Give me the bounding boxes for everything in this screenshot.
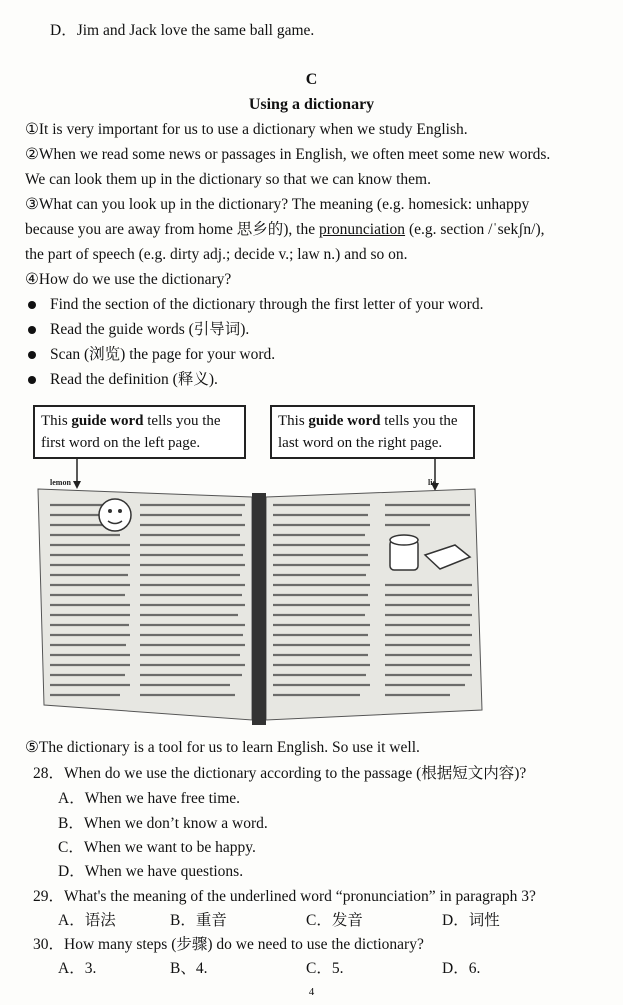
passage-title: Using a dictionary	[248, 96, 375, 113]
q28-option-b: B．When we don’t know a word.	[58, 815, 268, 832]
paragraph-4: ④How do we use the dictionary?	[25, 271, 232, 288]
q30-option-a: A．3.	[58, 960, 97, 977]
page-number: 4	[308, 986, 315, 998]
question-30: 30．How many steps (步骤) do we need to use the dictionary?	[33, 936, 424, 953]
section-letter: C	[305, 71, 318, 88]
bullet-dot	[28, 376, 36, 384]
q30-option-b: B、4.	[170, 960, 208, 977]
bullet-step-2: Read the guide words (引导词).	[50, 321, 250, 338]
paragraph-1: ①It is very important for us to use a dictionary when we study English.	[25, 121, 468, 138]
q28-option-d: D．When we have questions.	[58, 863, 244, 880]
paragraph-3-line-1: ③What can you look up in the dictionary? The meaning (e.g. homesick: unhappy	[25, 196, 530, 213]
q29-option-a: A．语法	[58, 912, 116, 929]
question-29: 29．What's the meaning of the underlined word “pronunciation” in paragraph 3?	[33, 888, 536, 905]
callout-right: This guide word tells you the last word on the right page.	[270, 405, 475, 459]
previous-option-d: D．Jim and Jack love the same ball game.	[50, 22, 315, 39]
right-page-guide-word: lie	[428, 478, 436, 487]
q28-option-a: A．When we have free time.	[58, 790, 241, 807]
paragraph-3-line-2	[25, 220, 545, 240]
paragraph-2-line-2: We can look them up in the dictionary so that we can know them.	[25, 171, 431, 188]
p3-text-before: because you are away from home 思乡的), the	[25, 221, 319, 238]
callout-left: This guide word tells you the first word on the left page.	[33, 405, 246, 459]
q30-option-c: C．5.	[306, 960, 344, 977]
underlined-word: pronunciation	[318, 221, 406, 238]
left-page-guide-word: lemon	[50, 478, 71, 487]
q29-option-b: B．重音	[170, 912, 227, 929]
bullet-step-1: Find the section of the dictionary through the first letter of your word.	[50, 296, 484, 313]
bullet-step-3: Scan (浏览) the page for your word.	[50, 346, 276, 363]
open-dictionary-drawing	[30, 405, 492, 730]
question-28: 28．When do we use the dictionary according to the passage (根据短文内容)?	[33, 765, 527, 782]
bullet-dot	[28, 301, 36, 309]
q29-option-c: C．发音	[306, 912, 363, 929]
q29-option-d: D．词性	[442, 912, 500, 929]
paragraph-3-line-3: the part of speech (e.g. dirty adj.; decide v.; law n.) and so on.	[25, 246, 408, 263]
p3-text-after: (e.g. section /ˈsekʃn/),	[405, 221, 545, 238]
bullet-step-4: Read the definition (释义).	[50, 371, 218, 388]
q28-option-c: C．When we want to be happy.	[58, 839, 256, 856]
bullet-dot	[28, 326, 36, 334]
q30-option-d: D．6.	[442, 960, 481, 977]
paragraph-5: ⑤The dictionary is a tool for us to learn English. So use it well.	[25, 739, 420, 756]
paragraph-2-line-1: ②When we read some news or passages in English, we often meet some new words.	[25, 146, 551, 163]
bullet-dot	[28, 351, 36, 359]
dictionary-illustration	[30, 405, 492, 730]
